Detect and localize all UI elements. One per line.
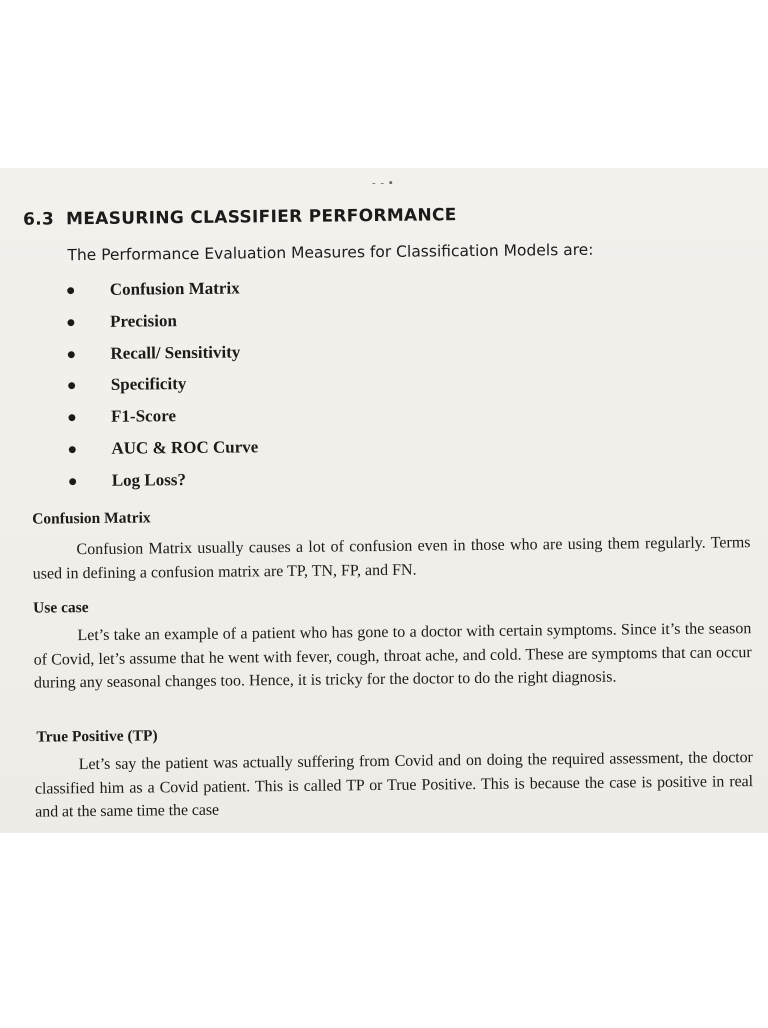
use-case-paragraph: Let’s take an example of a patient who has gone to a doctor with certain symptoms. Since it’s the season of Covid, let’s assume that he went with fever, cough, throat ache, and cold. These are symptoms that can occur during any seasonal changes too. Hence, it is tricky for the doctor to do the right diagnosis. [33,620,752,692]
bullet-icon: ● [67,409,77,427]
confusion-matrix-paragraph: Confusion Matrix usually causes a lot of confusion even in those who are using them regularly. Terms used in defining a confusion matrix are TP, TN, FP, and FN. [32,534,751,583]
list-item: ● Precision [66,309,257,343]
bullet-icon: ● [66,313,76,332]
measures-list [66,277,259,502]
use-case-heading: Use case [33,599,89,617]
list-item: ● Recall/ Sensitivity [66,341,257,375]
section-title: MEASURING CLASSIFIER PERFORMANCE [65,205,457,230]
list-item: ● F1-Score [67,404,258,438]
section-heading [23,205,457,230]
bullet-icon: ● [67,472,78,491]
list-item: ● Specificity [67,373,258,407]
confusion-matrix-heading: Confusion Matrix [32,509,151,528]
bullet-icon: ● [65,282,76,300]
bullet-icon: ● [66,377,77,395]
list-item: ● Confusion Matrix [66,277,257,311]
show-through-mark: - - ▪ [372,177,394,189]
section-number: 6.3 [22,209,55,230]
bullet-icon: ● [67,441,78,459]
list-item: ● Log Loss? [68,468,259,502]
bullet-icon: ● [66,345,77,363]
list-item: ● AUC & ROC Curve [67,436,258,470]
true-positive-heading: True Positive (TP) [36,727,158,746]
intro-text: The Performance Evaluation Measures for Classification Models are: [67,240,594,265]
true-positive-paragraph: Let’s say the patient was actually suffering from Covid and on doing the required assessment, the doctor classified him as a Covid patient. This is called TP or True Positive. This is because the case is positive in real and at the same time the case [34,749,754,821]
